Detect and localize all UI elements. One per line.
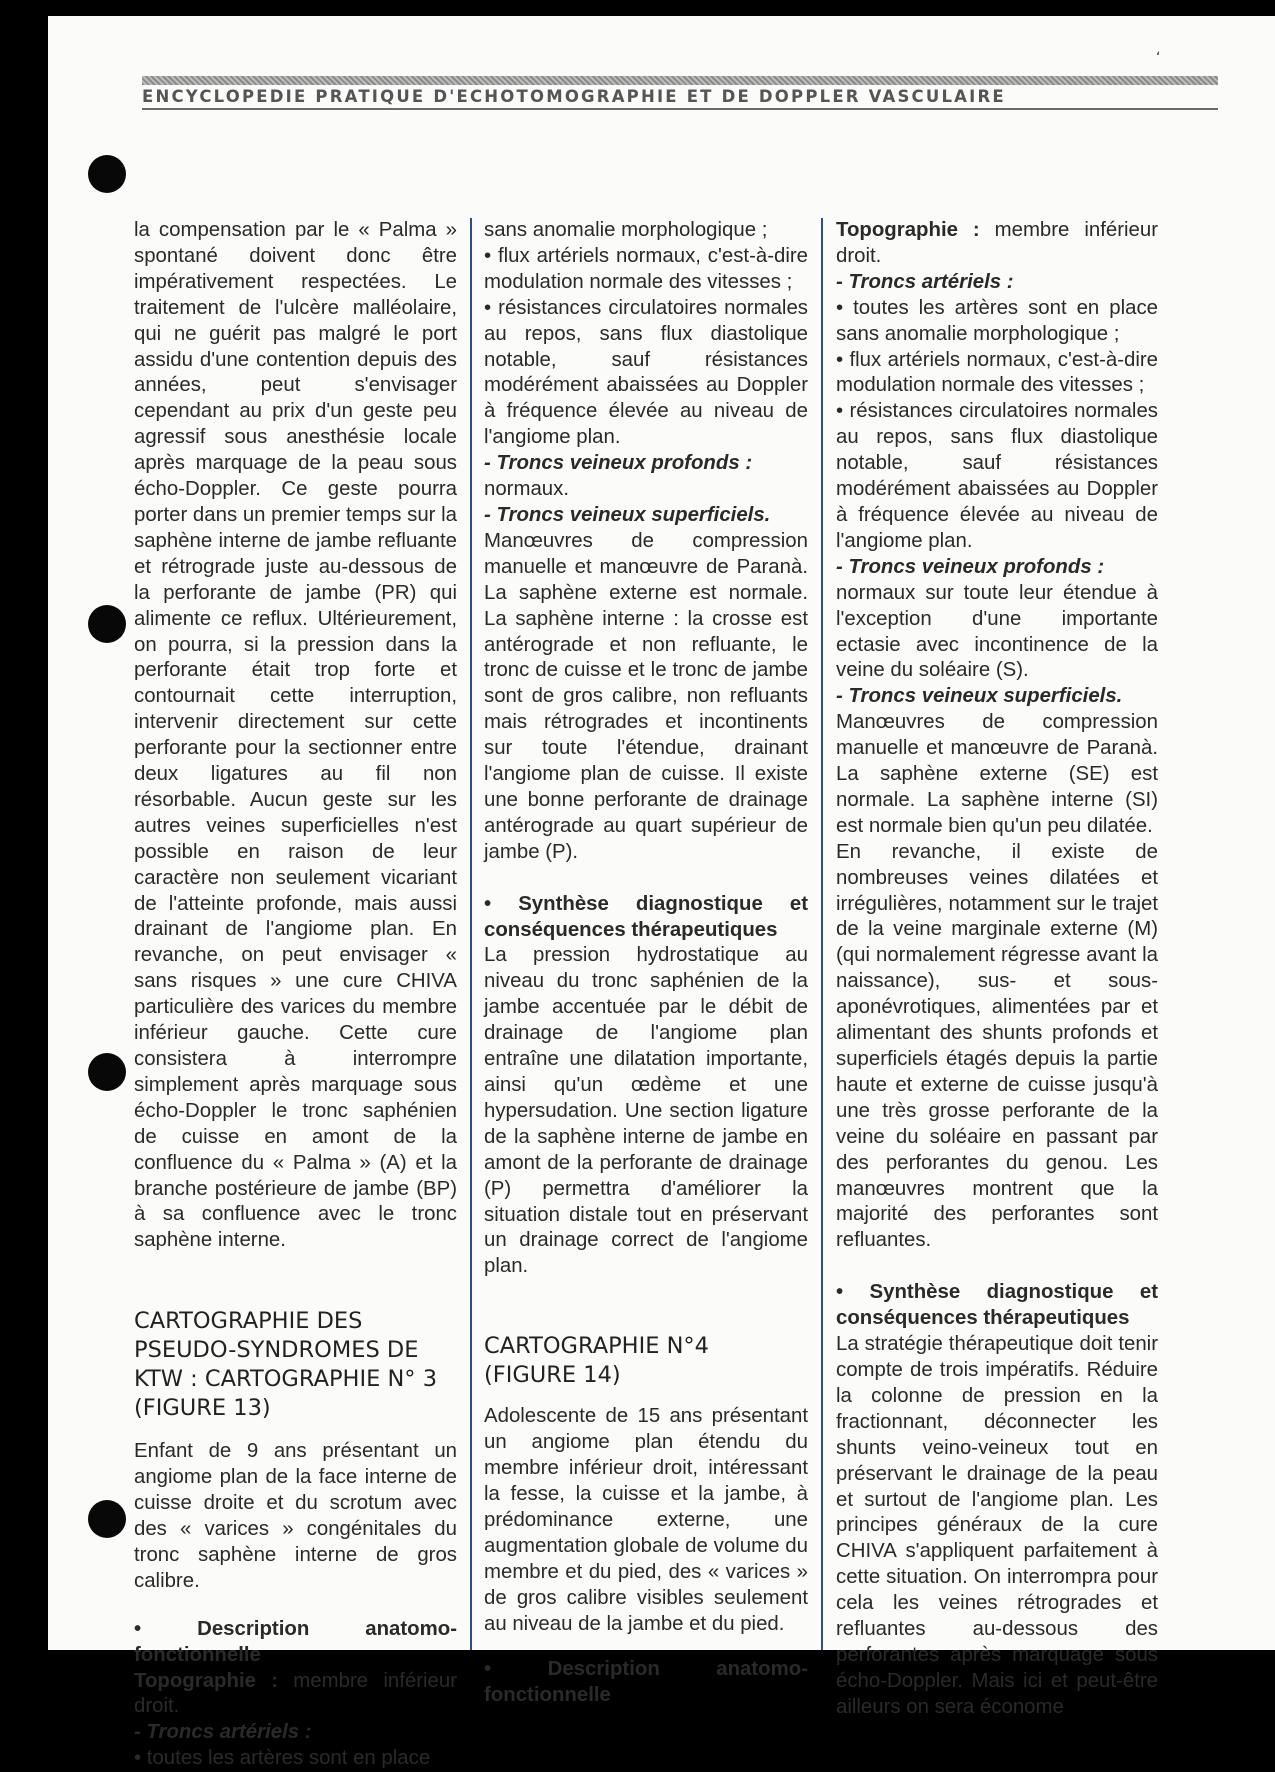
case-paragraph: Adolescente de 15 ans présentant un angiome plan étendu du membre inférieur droit, intéressant la fesse, la cuisse et la jambe, à prédominance externe, une augmentation globale de volume du membre et du pied, des « varices » de gros calibre visibles seulement au niveau de la jambe et du pied. (484, 1405, 808, 1635)
subheading: - Troncs artériels : (134, 1721, 312, 1744)
section-title: CARTOGRAPHIE DES PSEUDO-SYNDROMES DE KTW : CARTOGRAPHIE N° 3 (FIGURE 13) (134, 1308, 438, 1422)
punch-hole (88, 1053, 126, 1091)
stray-mark: ʻ (1156, 50, 1161, 66)
body-paragraph: la compensation par le « Palma » spontané doivent donc être impérativement respectées. Le traitement de l'ulcère malléolaire, qui ne guérit pas malgré le port assidu d'une contention depuis des années, peut s'envisager cependant au prix d'un geste peu agressif sous anesthésie locale après marquage de la peau sous écho-Doppler. Ce geste pourra porter dans un premier temps sur la saphène interne de jambe refluante et rétrograde juste au-dessous de la perforante de jambe (PR) qui alimente ce reflux. Ultérieurement, on pourra, si la pression dans la perforante était trop forte et contournait cette interruption, intervenir directement sur cette perforante pour la sectionner entre deux ligatures au fil non résorbable. Aucun geste sur les autres veines superficielles n'est possible en raison de leur caractère non seulement vicariant de l'atteinte profonde, mais aussi drainant de l'angiome plan. En revanche, on peut envisager « sans risques » une cure CHIVA particulière des varices du membre inférieur gauche. Cette cure consistera à interrompre simplement après marquage sous écho-Doppler le tronc saphénien de cuisse en amont de la confluence du « Palma » (A) et la branche postérieure de jambe (BP) à sa confluence avec le tronc saphène interne. (134, 219, 457, 1252)
column-1 (134, 218, 457, 1770)
body-paragraph: Manœuvres de compression manuelle et manœuvre de Paranà. La saphène externe (SE) est normale. La saphène interne (SI) est normale bien qu'un peu dilatée. (836, 711, 1158, 837)
column-3 (836, 218, 1158, 1718)
subsection-heading: • Synthèse diagnostique et conséquences thérapeutiques (484, 892, 808, 941)
punch-hole (88, 1500, 126, 1538)
topography-label: Topographie : (134, 1669, 279, 1692)
body-paragraph: • résistances circulatoires normales au repos, sans flux diastolique notable, sauf résistances modérément abaissées au Doppler à fréquence élevée au niveau de l'angiome plan. (484, 296, 808, 449)
header-rule (142, 108, 1218, 110)
subheading: - Troncs veineux superficiels. (836, 685, 1123, 708)
subheading: - Troncs veineux profonds : (836, 555, 1105, 578)
subsection-heading: • Description anatomo-fonctionnelle (134, 1617, 457, 1666)
subheading: - Troncs veineux profonds : (484, 452, 753, 475)
body-paragraph: En revanche, il existe de nombreuses veines dilatées et irrégulières, notamment sur le trajet de la veine marginale externe (M) (qui normalement régresse avant la naissance), sus- et sous-aponévrotiques, alimentées par et alimentant des shunts profonds et superficiels étagés depuis la partie haute et externe de cuisse jusqu'à une très grosse perforante de la veine du soléaire en passant par des perforantes du genou. Les manœuvres montrent que la majorité des perforantes sont refluantes. (836, 840, 1158, 1252)
running-header: ENCYCLOPEDIE PRATIQUE D'ECHOTOMOGRAPHIE ET DE DOPPLER VASCULAIRE (142, 87, 1006, 106)
section-title: CARTOGRAPHIE N°4 (FIGURE 14) (484, 1333, 709, 1389)
subsection-heading: • Description anatomo-fonctionnelle (484, 1658, 808, 1707)
column-divider (470, 218, 472, 1650)
body-paragraph: La pression hydrostatique au niveau du tronc saphénien de la jambe accentuée par le débit de drainage de l'angiome plan entraîne une dilatation importante, ainsi qu'un œdème et une hypersudation. Une section ligature de la saphène interne de jambe en amont de la perforante de drainage (P) permettra d'améliorer la situation distale tout en préservant un drainage correct de l'angiome plan. (484, 944, 808, 1278)
body-paragraph: • flux artériels normaux, c'est-à-dire modulation normale des vitesses ; (836, 348, 1158, 397)
topography-text: membre inférieur droit. (134, 1669, 457, 1718)
body-paragraph: normaux. (484, 478, 569, 501)
subheading: - Troncs artériels : (836, 270, 1014, 293)
body-paragraph: Manœuvres de compression manuelle et manœuvre de Paranà. La saphène externe est normale. La saphène interne : la crosse est antérograde et non refluante, le tronc de cuisse et le tronc de jambe sont de gros calibre, non refluants mais rétrogrades et incontinents sur toute l'étendue, drainant l'angiome plan de cuisse. Il existe une bonne perforante de drainage antérograde au quart supérieur de jambe (P). (484, 529, 808, 863)
topography-line (134, 1669, 457, 1721)
subsection-heading: • Synthèse diagnostique et conséquences thérapeutiques (836, 1281, 1158, 1330)
topography-text: membre inférieur droit. (836, 219, 1158, 267)
case-paragraph: Enfant de 9 ans présentant un angiome plan de la face interne de cuisse droite et du scrotum avec des « varices » congénitales du tronc saphène interne de gros calibre. (134, 1440, 457, 1592)
column-2 (484, 218, 808, 1707)
column-divider (821, 218, 823, 1650)
punch-hole (88, 605, 126, 643)
body-paragraph: sans anomalie morphologique ; (484, 219, 768, 241)
header-band (142, 76, 1218, 85)
topography-label: Topographie : (836, 219, 980, 241)
body-paragraph: • résistances circulatoires normales au repos, sans flux diastolique notable, sauf résistances modérément abaissées au Doppler à fréquence élevée au niveau de l'angiome plan. (836, 400, 1158, 552)
body-paragraph: • toutes les artères sont en place sans anomalie morphologique ; (836, 296, 1158, 345)
body-paragraph: normaux sur toute leur étendue à l'exception d'une importante ectasie avec incontinence de la veine du soléaire (S). (836, 581, 1158, 682)
subheading: - Troncs veineux superficiels. (484, 503, 771, 526)
body-paragraph: • toutes les artères sont en place (134, 1747, 431, 1770)
topography-line (836, 218, 1158, 270)
body-paragraph: La stratégie thérapeutique doit tenir compte de trois impératifs. Réduire la colonne de pression en la fractionnant, déconnecter les shunts veino-veineux tout en préservant le drainage de la peau et surtout de l'angiome plan. Les principes généraux de la cure CHIVA s'appliquent parfaitement à cette situation. On interrompra pour cela les veines rétrogrades et refluantes au-dessous des perforantes après marquage sous écho-Doppler. Mais ici et peut-être ailleurs on sera économe (836, 1333, 1158, 1718)
body-paragraph: • flux artériels normaux, c'est-à-dire modulation normale des vitesses ; (484, 244, 808, 293)
punch-hole (88, 155, 126, 193)
